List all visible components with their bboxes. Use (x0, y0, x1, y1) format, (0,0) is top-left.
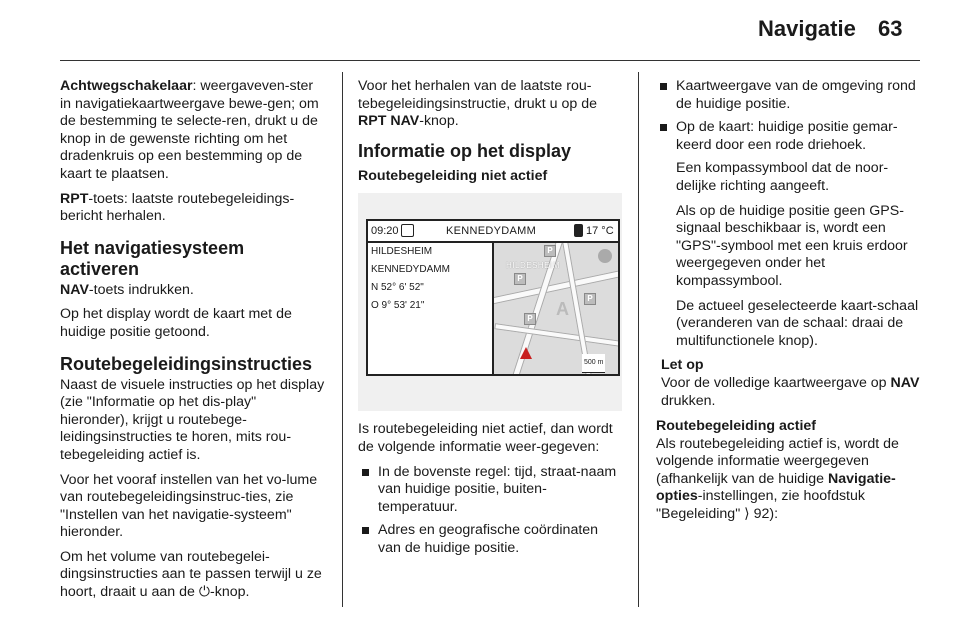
parking-icon: P (524, 313, 536, 325)
display-street-line: KENNEDYDAMM (371, 264, 450, 276)
map-scale: 500 m (582, 354, 605, 373)
info-list-continued (656, 78, 922, 154)
paragraph-eight-way-switch: Achtwegschakelaar: weergaveven-ster in navigatiekaartweergave bewe-gen; om de bestemming te selecte-ren, drukt u de knop in de gewenste richting om het dradenkruis op een bestemming op de kaart te plaatsen. (60, 78, 319, 182)
column-1 (60, 78, 328, 609)
column-divider-2 (638, 72, 639, 607)
paragraph-adjust-volume: Om het volume van routebegelei-dingsinstructies aan te passen terwijl u ze hoort, draait u aan de ⏻-knop. (60, 548, 322, 601)
thermometer-icon (574, 224, 583, 237)
page-title: Navigatie (758, 16, 856, 41)
display-figure (358, 193, 622, 411)
parking-icon: P (544, 245, 556, 257)
list-item: Kaartweergave van de omgeving rond de huidige positie. (656, 78, 922, 113)
column-3 (656, 78, 922, 531)
display-map (494, 243, 618, 374)
map-road (494, 324, 618, 350)
info-list (358, 464, 624, 558)
bullet-icon (660, 124, 667, 131)
display-screen (366, 219, 620, 376)
map-city-label: HILDESHEIM (506, 261, 560, 271)
paragraph-inactive-info: Is routebegeleiding niet actief, dan wordt de volgende informatie weer-gegeven: (358, 421, 613, 455)
paragraph-repeat: Voor het herhalen van de laatste rou-tebegeleidingsinstructie, drukt u op de RPT NAV-knop. (358, 78, 597, 130)
guidance-icon (401, 224, 414, 237)
bullet-icon (362, 469, 369, 476)
display-city: HILDESHEIM (371, 246, 433, 258)
paragraph-visual-instructions: Naast de visuele instructies op het display (zie "Informatie op het dis-play" hieronder), krijgt u routebege-leidingsinstructies te horen, mits rou-tebegeleiding actief is. (60, 376, 325, 463)
display-time: 09:20 (371, 225, 399, 238)
note-title: Let op (661, 357, 704, 374)
paragraph-preset-volume: Voor het vooraf instellen van het vo-lume van routebegeleidingsinstruc-ties, zie "Instellen van het navigatie-systeem" hieronder. (60, 471, 318, 541)
bullet-icon (660, 83, 667, 90)
bullet-icon (362, 527, 369, 534)
current-position-marker (520, 347, 532, 359)
paragraph-active-info: Als routebegeleiding actief is, wordt de volgende informatie weergegeven (afhankelijk van de huidige Navigatie-opties-instellingen, zie hoofdstuk "Begeleiding" ⟩ 92): (656, 435, 899, 523)
display-street: KENNEDYDAMM (446, 225, 537, 238)
heading-activate: Het navigatiesysteem activeren (60, 237, 245, 279)
parking-icon: P (514, 273, 526, 285)
list-item: Adres en geografische coördinaten van de huidige positie. (358, 522, 624, 557)
column-2 (358, 78, 624, 564)
display-top-bar (368, 221, 618, 243)
display-address-pane (368, 243, 494, 374)
heading-instructions: Routebegeleidingsinstructies (60, 353, 313, 374)
heading-guidance-inactive: Routebegeleiding niet actief (358, 167, 548, 184)
list-item: In de bovenste regel: tijd, straat-naam van huidige positie, buiten-temperatuur. (358, 464, 624, 517)
page-number: 63 (878, 16, 903, 41)
sub-paragraph-compass: Een kompassymbool dat de noor-delijke richting aangeeft. (676, 160, 889, 194)
paragraph-map-shown: Op het display wordt de kaart met de huidige positie getoond. (60, 306, 292, 340)
compass-icon (598, 249, 612, 263)
column-divider-1 (342, 72, 343, 607)
paragraph-rpt: RPT-toets: laatste routebegeleidings-bericht herhalen. (60, 190, 295, 225)
display-latitude: N 52° 6' 52" (371, 282, 424, 294)
note-block (656, 357, 922, 410)
parking-icon: P (584, 293, 596, 305)
heading-display-info: Informatie op het display (358, 140, 572, 161)
header-rule (60, 60, 920, 61)
list-item: Op de kaart: huidige positie gemar-keerd door een rode driehoek. (656, 119, 922, 154)
display-temperature: 17 °C (586, 225, 614, 238)
heading-guidance-active: Routebegeleiding actief (656, 418, 817, 435)
paragraph-nav-key: NAV-toets indrukken. (60, 281, 194, 298)
sub-paragraph-scale: De actueel geselecteerde kaart-schaal (veranderen van de schaal: draai de multifunctionele knop). (676, 297, 919, 349)
note-text: Voor de volledige kaartweergave op NAV drukken. (661, 374, 920, 409)
map-area-letter: A (556, 299, 569, 320)
display-longitude: O 9° 53' 21" (371, 300, 425, 312)
sub-paragraph-gps: Als op de huidige positie geen GPS-signaal beschikbaar is, wordt een "GPS"-symbool met een kruis erdoor weergegeven onder het kompassymbool. (676, 202, 908, 289)
